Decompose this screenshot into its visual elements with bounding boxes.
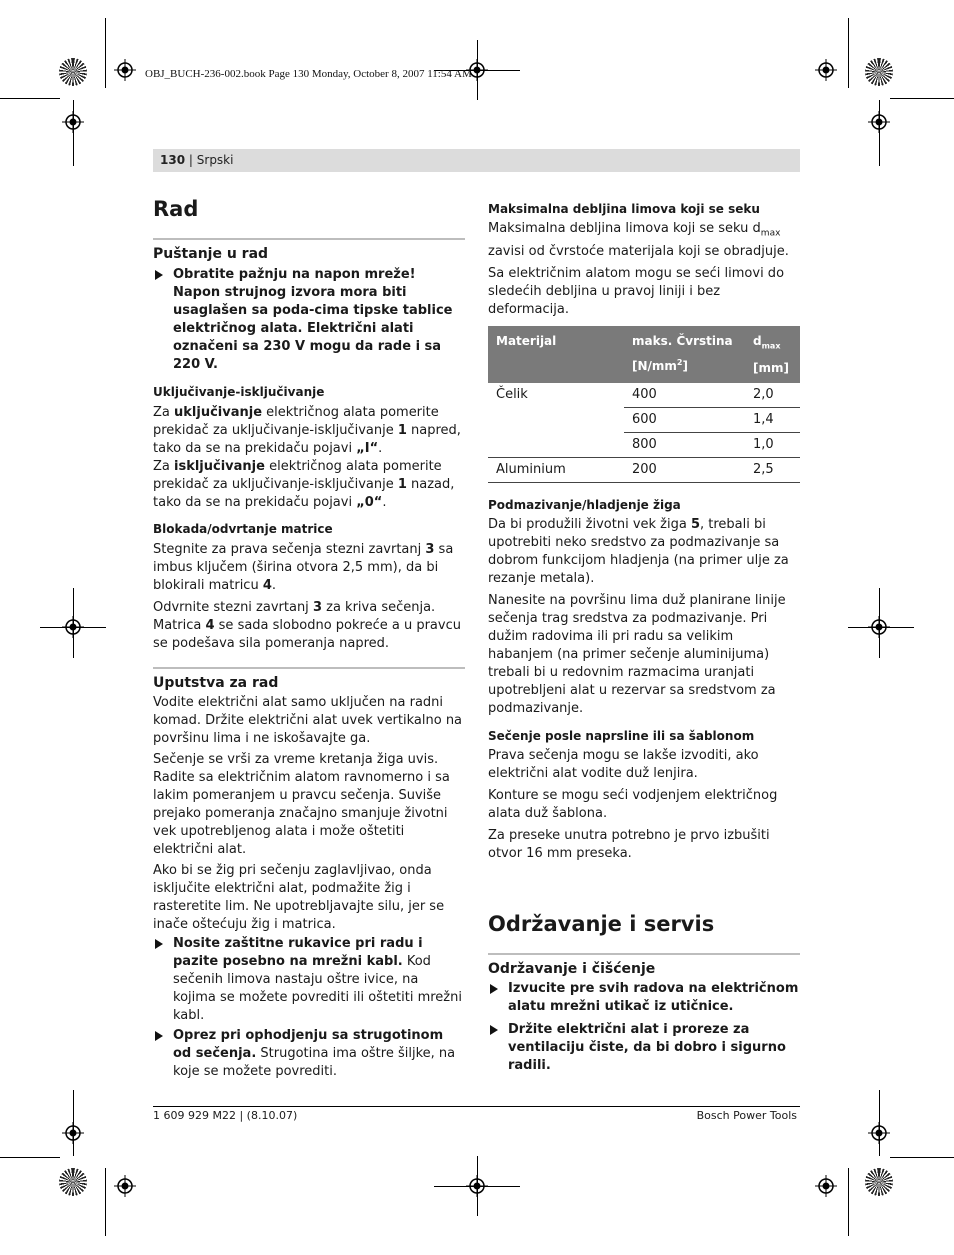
registration-mark-icon [815,59,837,81]
paragraph: Za preseke unutra potrebno je prvo izbušiti otvor 16 mm preseka. [488,827,770,861]
header-separator: | [188,153,193,167]
registration-mark-icon [114,1175,136,1197]
section-title: Održavanje i čišćenje [488,953,800,978]
paragraph: Vodite električni alat samo uključen na radni komad. Držite električni alat uvek vertikalno na površinu lima i ne iskošavajte ga. [153,695,463,746]
bullet-arrow-icon [490,984,498,994]
chapter-title: Rad [153,197,199,221]
paragraph: Sečenje se vrši za vreme kretanja žiga uvis. Radite sa električnim alatom ravnomerno i sa lakim pomeranjem u pravcu sečenja. Suviše prejako pomeranja značajno smanjuje životni vek upotrebljenog alata i može oštetiti električni alat. [153,752,450,857]
registration-mark-icon [868,111,890,133]
registration-mark-icon [62,616,84,638]
star-target-icon [865,1168,893,1196]
section-title: Puštanje u rad [153,238,465,263]
right-column [488,196,800,1075]
table-row: 800 1,0 [488,432,800,457]
footer-doc-number: 1 609 929 M22 | (8.10.07) [153,1109,298,1122]
bullet-arrow-icon [155,939,163,949]
footer-brand: Bosch Power Tools [696,1109,797,1122]
star-target-icon [59,1168,87,1196]
star-target-icon [59,58,87,86]
warning-bullet: Nosite zaštitne rukavice pri radu i pazite posebno na mrežni kabl. Kod sečenih limova nastaju oštre ivice, na kojima se možete povrediti ili oštetiti mrežni kabl. [153,935,465,1025]
bullet-arrow-icon [490,1025,498,1035]
registration-mark-icon [815,1175,837,1197]
subsection-title: Podmazivanje/hladjenje žiga [488,497,681,512]
paragraph: Sa električnim alatom mogu se seći limovi do sledećih debljina u pravoj liniji i bez deformacija. [488,265,785,317]
warning-bullet: Izvucite pre svih radova na električnom alatu mrežni utikač iz utičnice. [488,980,800,1016]
warning-bullet [153,266,465,374]
chapter-title: Održavanje i servis [488,911,715,936]
warning-bullet: Držite električni alat i proreze za ventilaciju čiste, da bi dobro i sigurno radili. [488,1021,800,1075]
paragraph: Ako bi se žig pri sečenju zaglavljivao, onda isključite električni alat, podmažite žig i rasteretite lim. Ne upotrebljavajte silu, jer se inače oštećuju žig i matrica. [153,863,445,932]
registration-mark-icon [62,111,84,133]
file-info: OBJ_BUCH-236-002.book Page 130 Monday, October 8, 2007 11:54 AM [145,68,472,80]
paragraph: Nanesite na površinu lima duž planirane linije sečenja trag sredstva za podmazivanje. Pri dužim radovima ili pri radu sa velikim habanjem (na primer sečenje aluminijuma) trebali bi u redovnim razmacima uranjati upotrebljeni alat u rezervar sa sredstvom za podmazivanje. [488,592,786,716]
paragraph: Odvrnite stezni zavrtanj 3 za kriva sečenja. Matrica 4 se sada slobodno pokreće a u pravcu se podešava sila pomeranja napred. [153,600,461,651]
page-header-bar [153,149,800,172]
warning-bullet: Oprez pri ophodjenju sa strugotinom od sečenja. Strugotina ima oštre šiljke, na koje se možete povrediti. [153,1027,465,1081]
page-number: 130 [160,153,186,167]
table-header: Materijal [488,326,624,383]
footer-rule [153,1106,800,1107]
registration-mark-icon [868,1122,890,1144]
registration-mark-icon [62,1122,84,1144]
table-row: 600 1,4 [488,407,800,432]
registration-mark-icon [114,59,136,81]
left-column [153,196,465,1081]
section-title: Uputstva za rad [153,667,465,692]
thickness-table [488,326,800,483]
subsection-title: Blokada/odvrtanje matrice [153,522,333,536]
bullet-text: Obratite pažnju na napon mreže! Napon strujnog izvora mora biti usaglašen sa poda-cima tipske tablice električnog alata. Električni alati označeni sa 230 V mogu da rade i sa 220 V. [173,267,453,372]
subsection-title: Sečenje posle naprsline ili sa šablonom [488,728,755,743]
table-header-row [488,326,800,383]
paragraph: Za isključivanje električnog alata pomerite prekidač za uključivanje-isključivanje 1 nazad, tako da se na prekidaču pojavi „0“. [153,459,455,510]
registration-mark-icon [868,616,890,638]
paragraph: Prava sečenja mogu se lakše izvoditi, ako električni alat vodite duž lenjira. [488,747,759,781]
subsection-title: Maksimalna debljina limova koji se seku [488,202,760,216]
table-row: Čelik 400 2,0 [488,383,800,408]
bullet-arrow-icon [155,1031,163,1041]
table-header: maks. Čvrstina $[N/mm^2]$ [624,326,745,383]
paragraph: Za uključivanje električnog alata pomerite prekidač za uključivanje-isključivanje 1 napred, tako da se na prekidaču pojavi „I“. [153,405,461,456]
registration-mark-icon [466,1175,488,1197]
table-row: Aluminium 200 2,5 [488,457,800,482]
paragraph: Stegnite za prava sečenja stezni zavrtanj 3 sa imbus ključem (širina otvora 2,5 mm), da bi blokirali matricu 4. [153,542,454,593]
bullet-arrow-icon [155,270,163,280]
subsection-title: Uključivanje-isključivanje [153,385,325,399]
page-header [160,153,233,167]
header-language: Srpski [196,153,234,167]
star-target-icon [865,58,893,86]
paragraph: Da bi produžili životni vek žiga 5, trebali bi upotrebiti neko sredstvo za podmazivanje sa dobrom funkcijom hladjenja (na primer ulje za rezanje metala). [488,516,789,586]
paragraph: Konture se mogu seći vodjenjem električnog alata duž šablona. [488,787,778,821]
table-header: $d_{max}$ [mm] [745,326,800,383]
paragraph: Maksimalna debljina limova koji se seku $d_{max}$ zavisi od čvrstoće materijala koji se obradjuje. [488,221,789,259]
